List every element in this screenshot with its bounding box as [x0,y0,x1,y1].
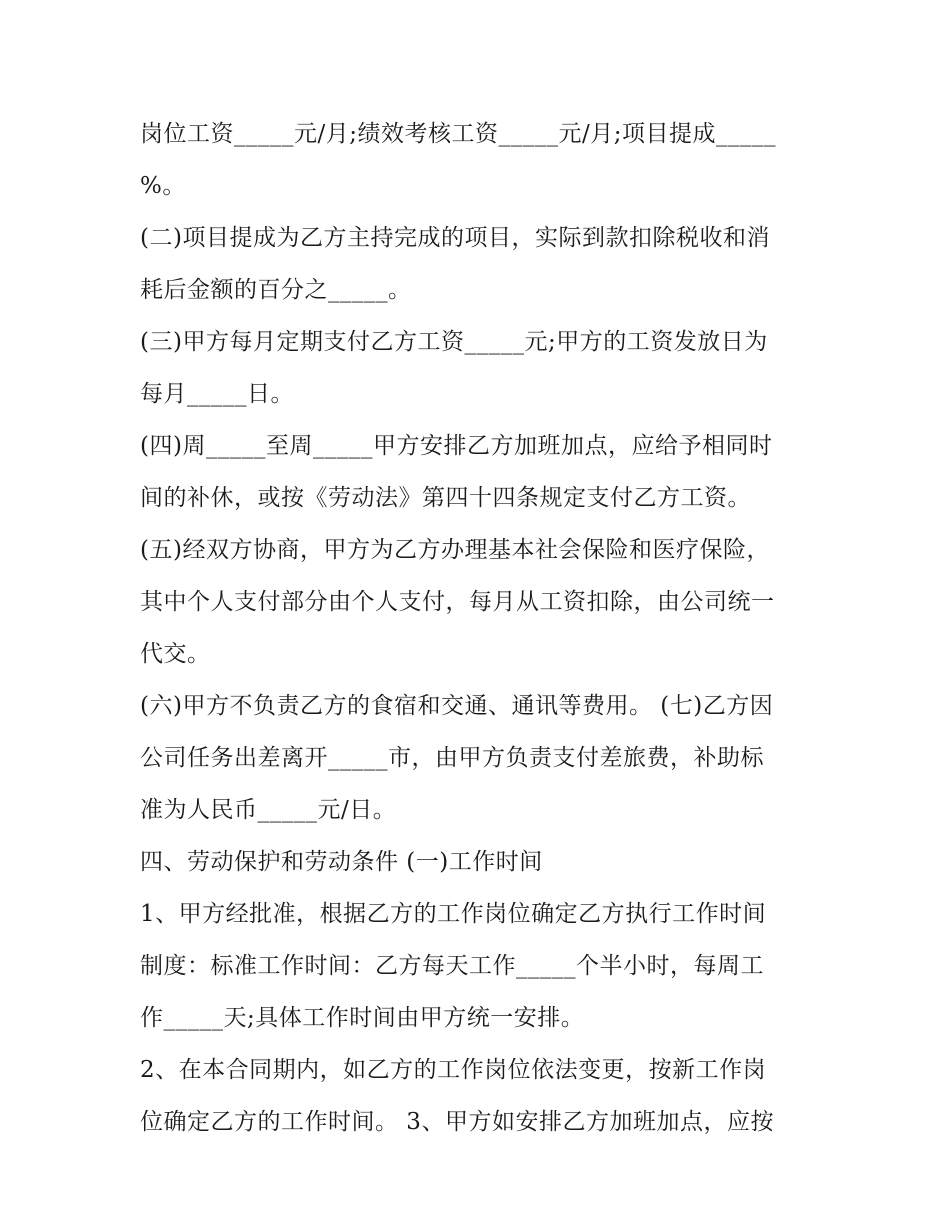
text-line: 准为人民币_____元/日。 [140,797,397,823]
text-line: %。 [140,173,186,199]
text-line: 每月_____日。 [140,381,294,407]
text-line: (四)周_____至周_____甲方安排乙方加班加点，应给予相同时 [140,433,773,459]
text-line: 岗位工资_____元/月;绩效考核工资_____元/月;项目提成_____ [140,121,776,147]
text-line: 2、在本合同期内，如乙方的工作岗位依法变更，按新工作岗 [140,1057,767,1083]
section-heading: 四、劳动保护和劳动条件 (一)工作时间 [140,849,543,875]
text-line: (二)项目提成为乙方主持完成的项目，实际到款扣除税收和消 [140,225,770,251]
text-line: 位确定乙方的工作时间。 3、甲方如安排乙方加班加点，应按 [140,1109,774,1135]
text-line: 间的补休，或按《劳动法》第四十四条规定支付乙方工资。 [140,485,751,511]
text-line: 制度：标准工作时间：乙方每天工作_____个半小时，每周工 [140,953,764,979]
text-line: 作_____天;具体工作时间由甲方统一安排。 [140,1005,585,1031]
text-line: 其中个人支付部分由个人支付，每月从工资扣除，由公司统一 [140,589,775,615]
document-body [140,108,820,1148]
text-line: (六)甲方不负责乙方的食宿和交通、通讯等费用。 (七)乙方因 [140,693,774,719]
text-line: (三)甲方每月定期支付乙方工资_____元;甲方的工资发放日为 [140,329,768,355]
text-line: 耗后金额的百分之_____。 [140,277,412,303]
text-line: 1、甲方经批准，根据乙方的工作岗位确定乙方执行工作时间 [140,901,767,927]
text-line: 代交。 [140,641,211,667]
text-line: (五)经双方协商，甲方为乙方办理基本社会保险和医疗保险， [140,537,770,563]
text-line: 公司任务出差离开_____市，由甲方负责支付差旅费，补助标 [140,745,764,771]
